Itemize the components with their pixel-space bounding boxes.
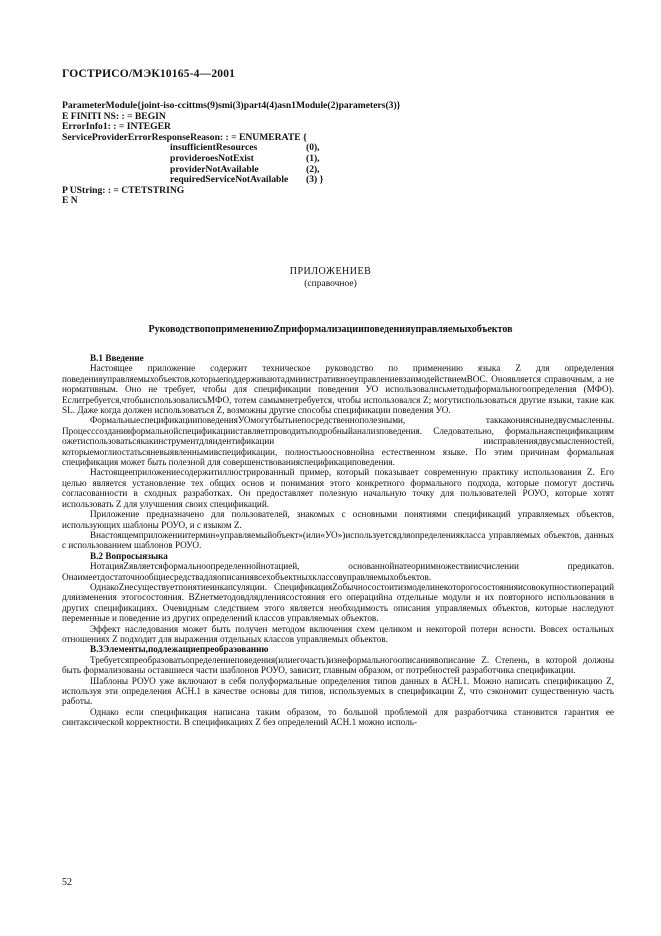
enum-item-name: insufficientResources (170, 142, 258, 154)
code-line-definitions: E FINITI NS: : = BEGIN (62, 110, 166, 122)
enum-item-value: (0), (306, 142, 320, 154)
paragraph: Однако если спецификация написана таким образом, то большой проблемой для разработчика становится гарантия ее синтаксической корректности. В спецификациях Z без определений АСН.1 можно исполь- (62, 706, 614, 728)
enum-item-name: providerNotAvailable (170, 163, 259, 175)
section-heading: В.1 Введение (90, 353, 144, 363)
paragraph: Настоящееприложениесодержитиллюстрированный пример, который показывает современную практику использования Z. Его целью является установление тех общих основ и понимания этого конкретного формального подхода, которые помогут достичь согласованности в сходных разработках. Он предоставляет полезную начальную точку для пользователей РОУО, которые хотят использовать Z для улучшения своих спецификаций. (62, 467, 614, 509)
body-text (62, 353, 614, 728)
paragraph: НотацияZявляетсяформальноопределеннойнотацией, основаннойнатеориимножествиисчислении предикатов. Онаимеетдостаточнообщиесредствадляописаниявсехобъектныхклассовуправляемыхобъектов. (62, 561, 614, 582)
paragraph: Шаблоны РОУО уже включают в себя полуформальные определения типов данных в АСН.1. Можно написать спецификацию Z, используя эти определения АСН.1 в качестве основы для типов, используемых в спецификации Z, что сэкономит существенную часть работы. (62, 675, 614, 707)
guide-title: РуководствопоприменениюZприформализацииповеденияуправляемыхобъектов (148, 324, 513, 335)
paragraph: Настоящее приложение содержит техническое руководство по применению языка Z для определения поведенияуправляемыхобъектов,которыеподдерживаютадминистративноеуправлениевзаимодействиемВОС. Оноявляется справочным, а не нормативным. Оно не требует, чтобы для спецификации поведения УО использовалисьметодыформальногоопределения (МФО). Еслитребуется,чтобыиспользовалисьМФО, тотем самымнетребуется, чтобы использовался Z; могутиспользоваться другие языки, такие как SL. Даже когда должен использоваться Z, возможны другие способы спецификации поведения УО. (62, 363, 614, 416)
code-line-end: E N (62, 195, 78, 207)
paragraph: ФормальныеспецификацииповеденияУОмогутбытьнепосредственнополезными, таккаконияснынедвусмысленны. Процесссозданияформальнойспецификацииставляетпроводитьподробныйанализповедения. Следовательно, формальнаяспецификациям ожетиспользоватьсякакинструментдляидентификации иисправлениядвусмысленностей, которыемоглиостатьсяневыявленнымивспецификации, полностьюосновнойна естественном языке. По этим причинам формальная спецификация может быть полезной для совершенствованияспецификациповедения. (62, 415, 614, 468)
code-line-enumerate: ServiceProviderErrorResponseReason: : = ENUMERATE { (62, 131, 307, 143)
appendix-subtitle: (справочное) (304, 279, 357, 289)
appendix-title: ПРИЛОЖЕНИЕВ (289, 266, 372, 277)
enum-list (62, 143, 622, 185)
paragraph: Приложение предназначено для пользователей, знакомых с основными понятиями спецификаций управляемых объектов, использующих шаблоны РОУО, и с языком Z. (62, 509, 614, 530)
enum-item-value: (3) } (306, 174, 324, 186)
enum-item-value: (2), (306, 163, 320, 175)
asn1-code-block (62, 101, 622, 207)
section-heading: В.2 Вопросыязыка (90, 550, 168, 561)
enum-item-name: provideroesNotExist (170, 152, 254, 164)
paragraph: ОднакоZнесуществуетпонятиеинкапсуляции. СпецификацияZобычносостоитизмоделинекоторогосостоянияисовокупностиопераций дляизменения этогосостояния. BZнетметодовдлядлениясостояния его операцийна отдельные модули и их повторного использования в других спецификациях. Очевидным следствием этого является необходимость описания управляемых объектов, которые наследуют переменные и поведение из других определений классов управляемых объектов. (62, 581, 614, 624)
code-line-module: ParameterModule{joint-iso-ccittms(9)smi(3)part4(4)asn1Module(2)parameters(3)} (62, 100, 401, 111)
paragraph: Внастоящемприложениитермин«управляемыйобъект»(или«УО»)используетсядляопределениякласса управляемых объектов, данных с использованием шаблонов РОУО. (62, 529, 614, 551)
section-heading: В.3Элементы,подлежащиепреобразованию (90, 644, 269, 655)
code-line-pustring: P UString: : = CTETSTRING (62, 184, 185, 196)
paragraph: Требуетсяпреобразоватьопределениеповедения(илиегочасть)изнеформальногоописаниявописание Z. Степень, в которой должны быть формализованы оставшиеся части шаблонов РОУО, зависит, главным образом, от потребностей разработчика спецификации. (62, 654, 614, 676)
enum-item-name: requiredServiceNotAvailable (170, 174, 289, 186)
page-number: 52 (62, 877, 72, 888)
standard-header: ГОСТРИСО/МЭК10165-4—2001 (62, 68, 236, 80)
code-line-errorinfo: ErrorInfo1: : = INTEGER (62, 121, 171, 133)
paragraph: Эффект наследования может быть получен методом включения схем целиком и некоторой потери ясности. Вовсех остальных отношениях Z подходит для выражения отдельных классов управляемых объектов. (62, 623, 614, 644)
enum-item-value: (1), (306, 152, 320, 164)
